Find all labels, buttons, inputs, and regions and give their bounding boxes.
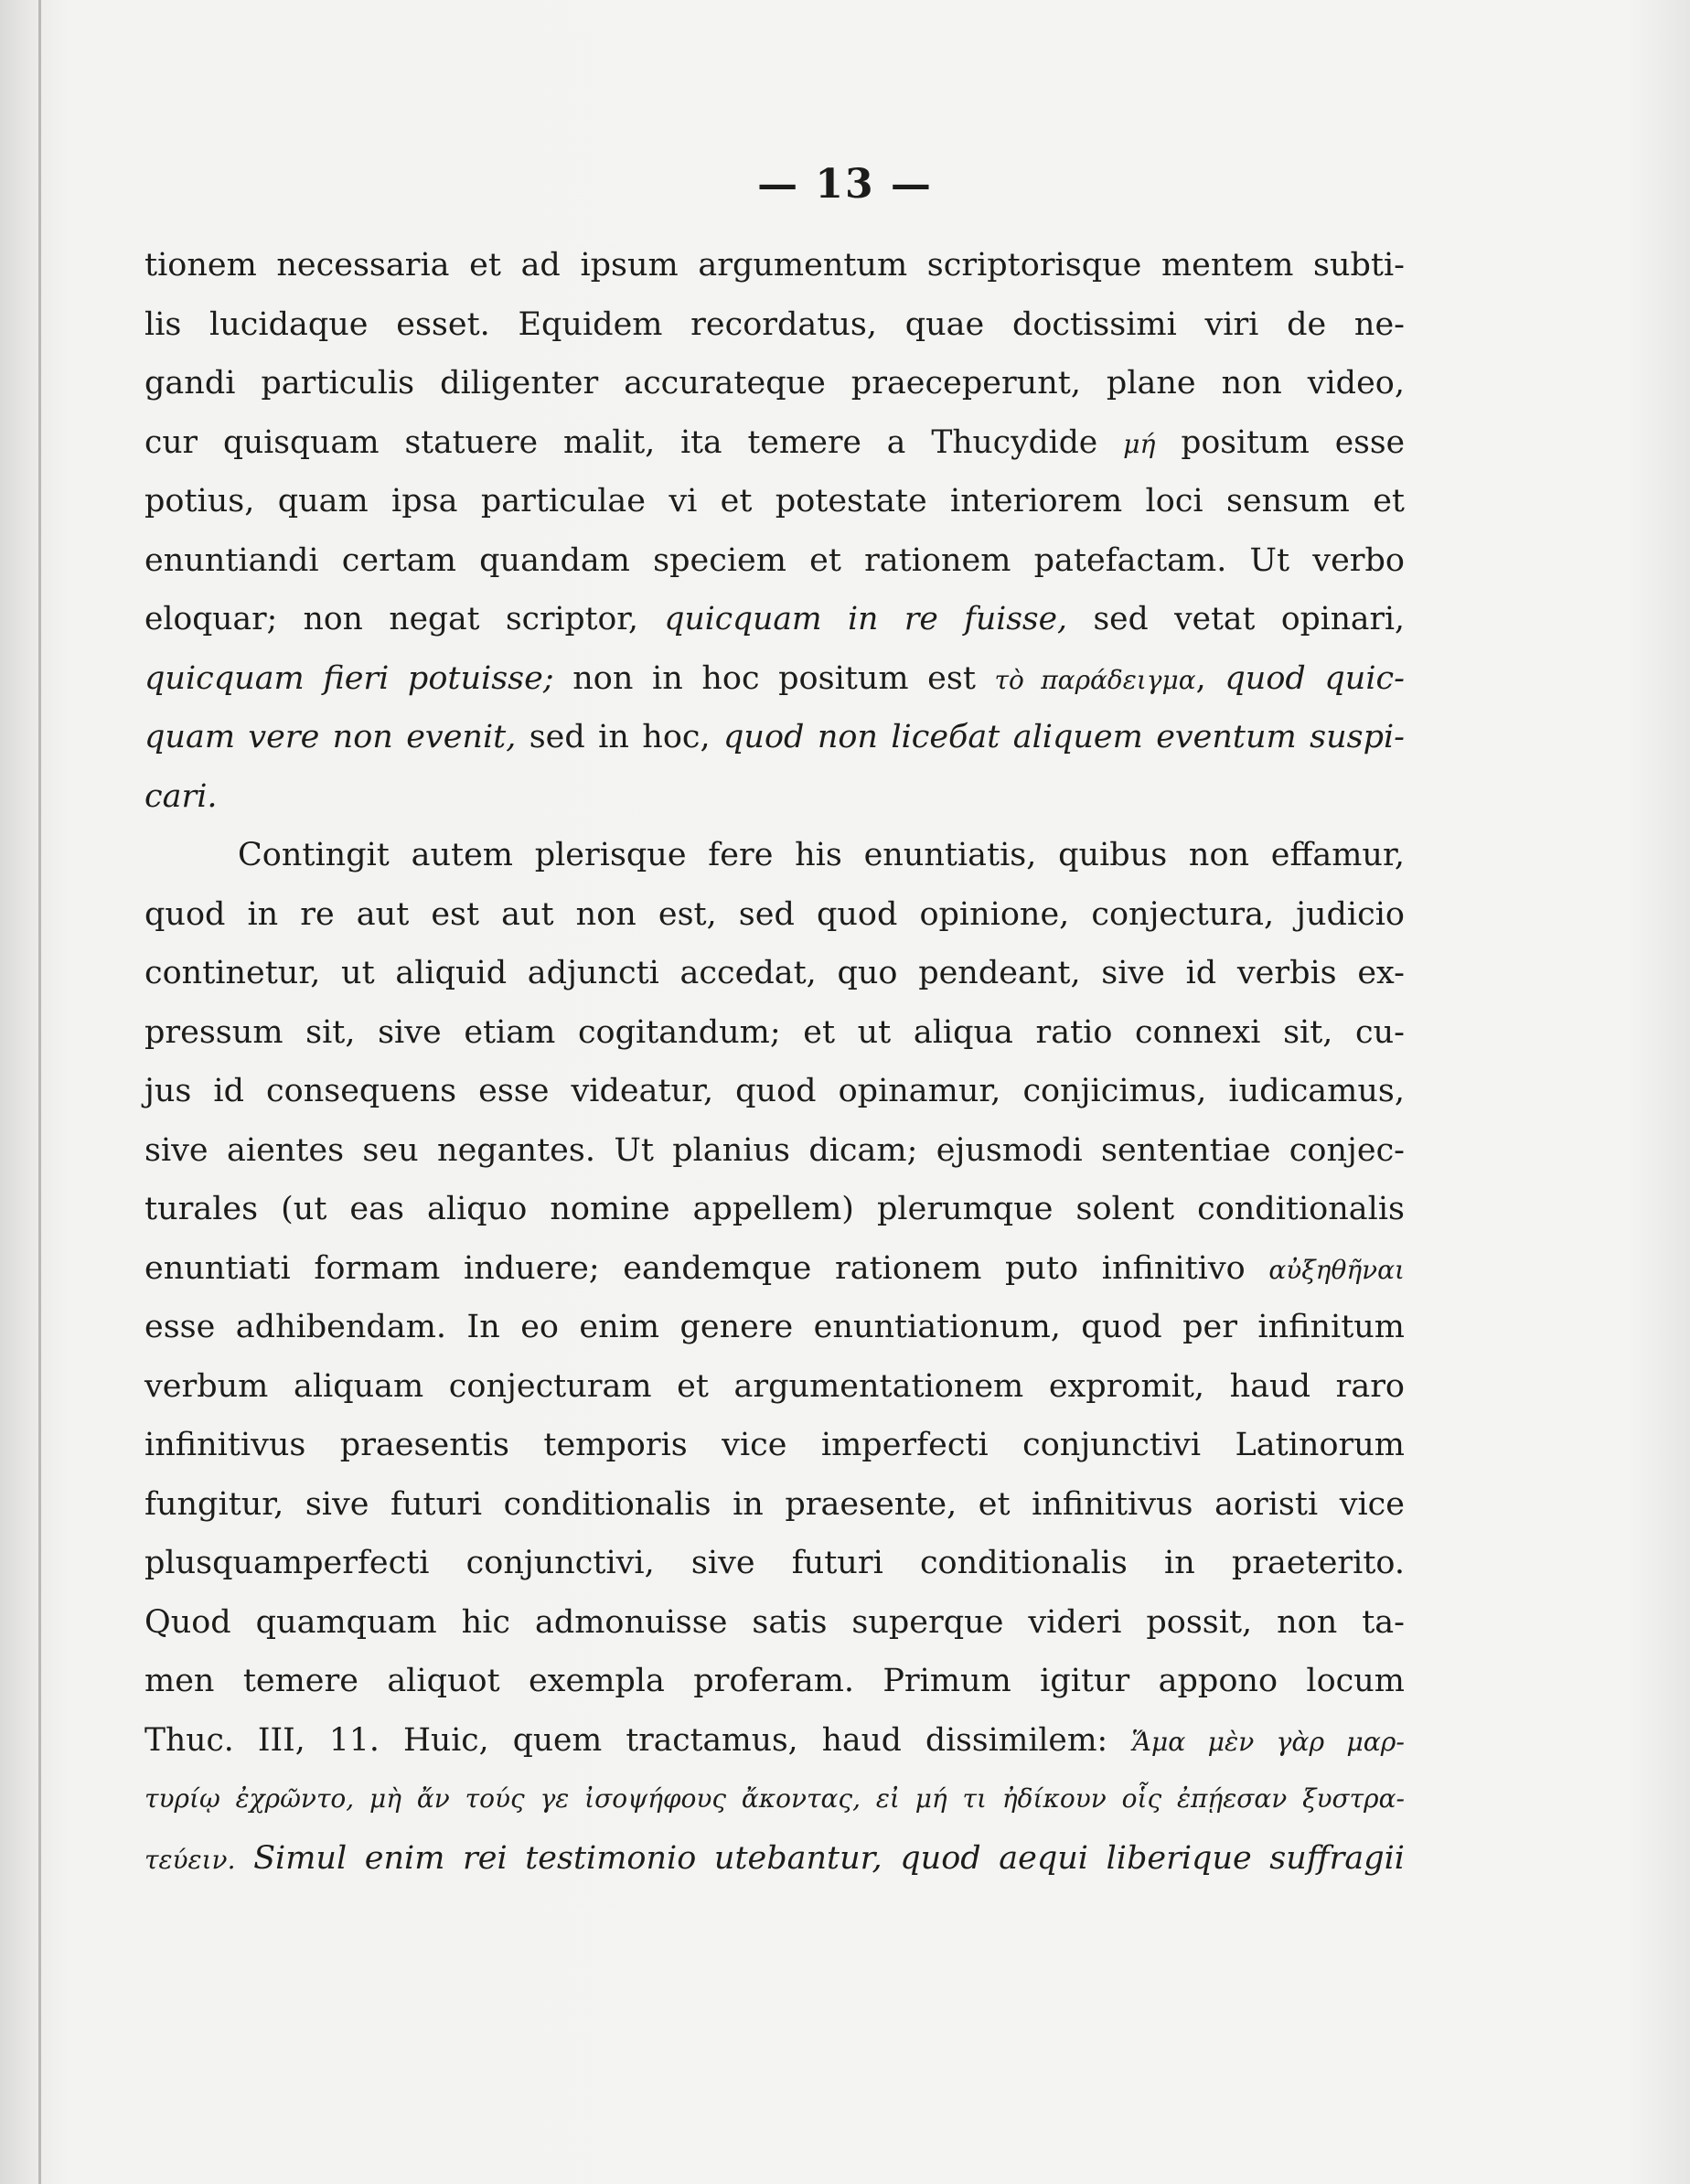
text-line: τεύειν. Simul enim rei testimonio utebantur, quod aequi liberique suffragii bbox=[144, 1839, 1405, 1877]
text-line: quicquam fieri potuisse; non in hoc positum est τὸ παράδειγμα, quod quic- bbox=[144, 659, 1405, 697]
text-line: gandi particulis diligenter accurateque praeceperunt, plane non video, bbox=[144, 365, 1405, 401]
text-line: eloquar; non negat scriptor, quicquam in re fuisse, sed vetat opinari, bbox=[144, 601, 1405, 637]
body-text bbox=[144, 236, 1405, 1888]
greek-quote-line: τυρίῳ ἐχρῶντο, μὴ ἄν τούς γε ἰσοψήφους ἄκοντας, εἰ μή τι ἠδίκουν οἷς ἐπῄεσαν ξυστρα- bbox=[144, 1783, 1405, 1814]
text-line: tionem necessaria et ad ipsum argumentum scriptorisque mentem subti- bbox=[144, 247, 1405, 284]
page-number: — 13 — bbox=[757, 161, 933, 208]
text-line: continetur, ut aliquid adjuncti accedat, quo pendeant, sive id verbis ex- bbox=[144, 955, 1405, 991]
text-line: plusquamperfecti conjunctivi, sive futuri conditionalis in praeterito. bbox=[144, 1545, 1405, 1581]
text-line: lis lucidaque esset. Equidem recordatus, quae doctissimi viri de ne- bbox=[144, 305, 1405, 343]
text-line: quam vere non evenit, sed in hoc, quod non liceбat aliquem eventum suspi- bbox=[144, 719, 1405, 755]
text-line: turales (ut eas aliquo nomine appellem) plerumque solent conditionalis bbox=[144, 1191, 1405, 1227]
text-line: sive aientes seu negantes. Ut planius dicam; ejusmodi sententiae conjec- bbox=[144, 1131, 1405, 1169]
text-line: potius, quam ipsa particulae vi et potestate interiorem loci sensum et bbox=[144, 483, 1405, 519]
text-line: verbum aliquam conjecturam et argumentationem expromit, haud raro bbox=[144, 1367, 1405, 1405]
text-line: men temere aliquot exempla proferam. Primum igitur appono locum bbox=[144, 1663, 1405, 1699]
binding-gutter bbox=[38, 0, 41, 2184]
text-line: pressum sit, sive etiam cogitandum; et ut aliqua ratio connexi sit, cu- bbox=[144, 1013, 1405, 1051]
text-line: Quod quamquam hic admonuisse satis superque videri possit, non ta- bbox=[144, 1603, 1405, 1641]
text-line: cur quisquam statuere malit, ita temere a Thucydide μή positum esse bbox=[144, 423, 1405, 461]
text-line: cari. bbox=[144, 777, 218, 815]
text-line: Thuc. III, 11. Huic, quem tractamus, haud dissimilem: Ἅμα μὲν γὰρ μαρ- bbox=[144, 1721, 1405, 1759]
text-line: infinitivus praesentis temporis vice imperfecti conjunctivi Latinorum bbox=[144, 1427, 1405, 1463]
paragraph-start-line: Contingit autem plerisque fere his enuntiatis, quibus non effamur, bbox=[238, 837, 1405, 873]
text-line: fungitur, sive futuri conditionalis in praesente, et infinitivus aoristi vice bbox=[144, 1485, 1405, 1523]
text-line: esse adhibendam. In eo enim genere enuntiationum, quod per infinitum bbox=[144, 1309, 1405, 1345]
text-line: enuntiati formam induere; eandemque rationem puto infinitivo αὐξηθῆναι bbox=[144, 1249, 1405, 1287]
text-line: enuntiandi certam quandam speciem et rationem patefactam. Ut verbo bbox=[144, 541, 1405, 579]
text-line: jus id consequens esse videatur, quod opinamur, conjicimus, iudicamus, bbox=[144, 1073, 1405, 1109]
text-line: quod in re aut est aut non est, sed quod opinione, conjectura, judicio bbox=[144, 895, 1405, 933]
